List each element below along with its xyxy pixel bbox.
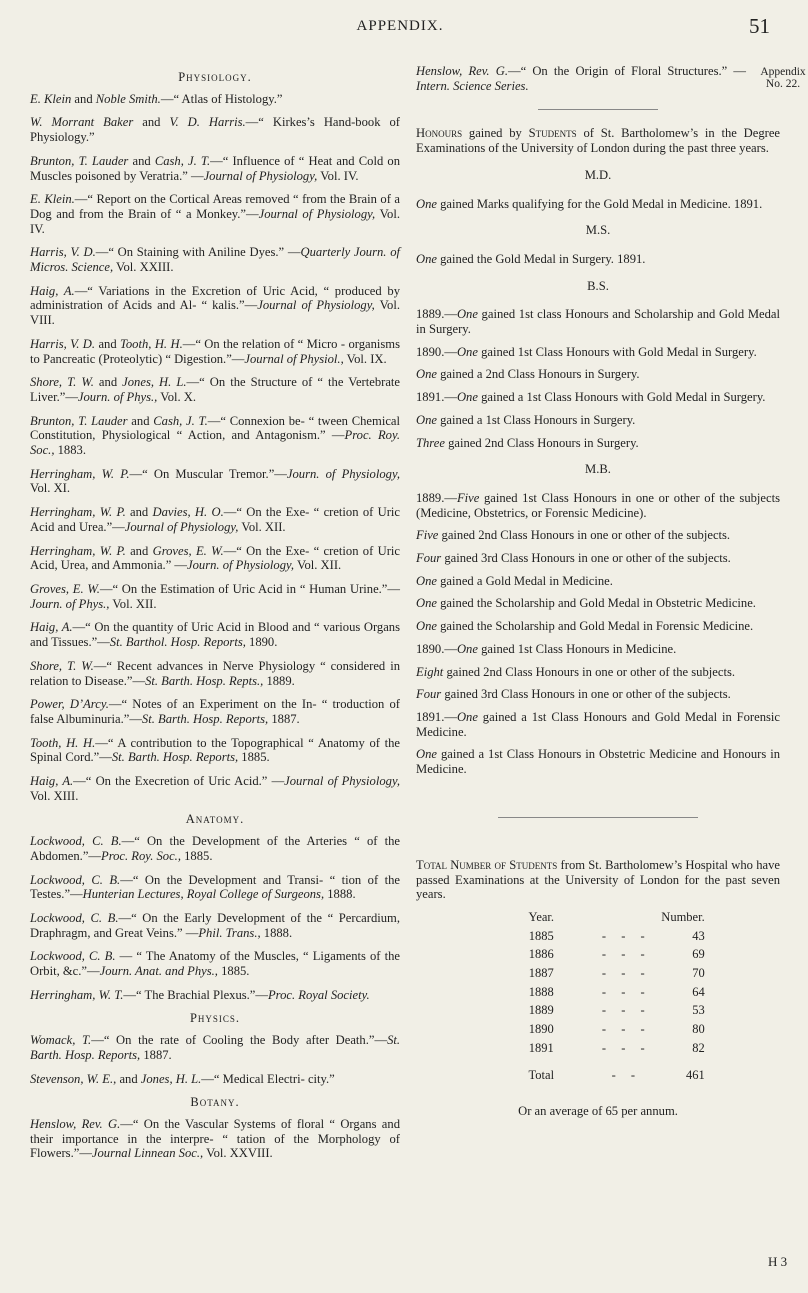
entry-connector: , and bbox=[113, 1071, 141, 1086]
mb-heading: M.B. bbox=[585, 462, 611, 477]
entry-journal: Proc. Roy. Soc., bbox=[30, 428, 401, 458]
table-row bbox=[491, 1003, 704, 1022]
honours-count: Eight bbox=[416, 664, 444, 679]
entry-journal: St. Barthol. Hosp. Reports, bbox=[109, 635, 246, 650]
entry-end: Vol. XI. bbox=[30, 481, 71, 496]
honours-year: 1891.— bbox=[416, 709, 457, 724]
entry-title: —“ Recent advances in Nerve Physiology “ considered in relation to Disease.”— bbox=[30, 658, 400, 688]
entry-journal: Proc. Roy. Soc., bbox=[101, 848, 181, 863]
year-cell: 1891 bbox=[528, 1040, 554, 1055]
ms-detail: gained the Gold Medal in Surgery. 1891. bbox=[436, 251, 646, 266]
entry-title: —“ A contribution to the Topographical “ Anatomy of the Spinal Cord.”— bbox=[30, 735, 401, 765]
entry-journal: Journal of Physiology, bbox=[257, 298, 375, 313]
entry-author: Henslow, Rev. G. bbox=[30, 1116, 121, 1131]
entry-journal: Journal of Physiology, bbox=[124, 519, 239, 534]
entry-title: — “ The Anatomy of the Muscles, “ Ligaments of the Orbit, &c.”— bbox=[30, 949, 400, 979]
entry-author: Haig, A. bbox=[30, 283, 75, 298]
honours-detail: gained a 1st Class Honours with Gold Medal in Surgery. bbox=[477, 390, 766, 405]
honours-count: Five bbox=[456, 490, 480, 505]
intro-smallcaps-2: Students bbox=[528, 126, 577, 141]
honours-count: One bbox=[456, 344, 478, 359]
honours-detail: gained a 1st Class Honours and Gold Medal in Forensic Medicine. bbox=[416, 709, 780, 739]
total-dots: - - bbox=[611, 1067, 642, 1082]
entry-coauthor: Cash, J. T. bbox=[154, 153, 211, 168]
entry-title: —“ Kirkes’s Hand-book of Physiology.” bbox=[30, 115, 400, 145]
entry-end: Vol. XIII. bbox=[30, 788, 79, 803]
md-heading: M.D. bbox=[584, 167, 612, 182]
honours-detail: gained a 2nd Class Honours in Surgery. bbox=[436, 367, 640, 382]
honours-detail: gained the Scholarship and Gold Medal in Forensic Medicine. bbox=[436, 619, 754, 634]
entry-coauthor: Groves, E. W. bbox=[152, 543, 224, 558]
honours-year: 1889.— bbox=[416, 490, 457, 505]
entry-author: Haig, A. bbox=[30, 620, 73, 635]
bibliography-entry bbox=[30, 774, 400, 803]
entry-end: Vol. XXVIII. bbox=[203, 1146, 273, 1161]
entry-end: 1885. bbox=[180, 848, 213, 863]
entry-journal: Journal of Physiology, bbox=[203, 168, 318, 183]
bibliography-entry bbox=[30, 949, 400, 978]
entry-title: —“ On the Exe- “ cretion of Uric Acid, Urea, and Ammonia.” — bbox=[30, 543, 400, 573]
entry-title: —“ On the Execretion of Uric Acid.” — bbox=[73, 774, 285, 789]
honours-item bbox=[416, 665, 780, 680]
honours-item bbox=[416, 345, 780, 360]
honours-item bbox=[416, 619, 780, 634]
bibliography-entry bbox=[416, 64, 746, 93]
entry-title: —“ On the relation of “ Micro - organisms to Pancreatic (Proteolytic) “ Digestion.”— bbox=[30, 336, 400, 366]
entry-title: —“ On the Exe- “ cretion of Uric Acid and Urea.”— bbox=[30, 505, 400, 534]
entry-end: 1889. bbox=[263, 673, 295, 688]
honours-count: Three bbox=[416, 435, 445, 450]
entry-author: Henslow, Rev. G. bbox=[416, 64, 508, 78]
entry-connector: and bbox=[71, 91, 96, 106]
running-title: APPENDIX. bbox=[356, 18, 444, 34]
number-cell: 43 bbox=[692, 928, 705, 943]
entry-author: Herringham, W. T. bbox=[30, 987, 124, 1002]
honours-item bbox=[416, 710, 780, 739]
table-header-row bbox=[491, 910, 704, 929]
totals-table bbox=[491, 910, 704, 1086]
entry-author: Harris, V. D. bbox=[30, 245, 96, 260]
entry-title: —“ Report on the Cortical Areas removed “ from the Brain of a Dog and from the Brain of “ a Monkey.”— bbox=[30, 192, 400, 221]
honours-count: One bbox=[456, 390, 478, 405]
honours-detail: gained 3rd Class Honours in one or other of the subjects. bbox=[441, 551, 731, 566]
number-cell: 80 bbox=[692, 1022, 705, 1037]
entry-end: 1887. bbox=[140, 1047, 172, 1062]
bibliography-entry bbox=[30, 834, 400, 863]
honours-item bbox=[416, 747, 780, 776]
bibliography-entry bbox=[30, 467, 400, 496]
honours-count: Five bbox=[416, 528, 439, 543]
entry-title: —“ Influence of “ Heat and Cold on Muscles poisoned by Veratria.” — bbox=[30, 153, 400, 183]
honours-year: 1890.— bbox=[416, 641, 457, 656]
honours-count: Four bbox=[416, 687, 442, 702]
honours-detail: gained a Gold Medal in Medicine. bbox=[436, 573, 613, 588]
table-row bbox=[491, 1022, 704, 1041]
entry-title: —“ On Staining with Aniline Dyes.” — bbox=[95, 245, 301, 260]
page-header bbox=[0, 12, 800, 36]
bibliography-entry bbox=[30, 988, 400, 1003]
bibliography-entry bbox=[30, 154, 400, 183]
md-detail: gained Marks qualifying for the Gold Medal in Medicine. 1891. bbox=[436, 196, 763, 211]
entry-journal: St. Barth. Hosp. Reports, bbox=[141, 711, 269, 726]
page-number: 51 bbox=[749, 14, 770, 38]
left-column bbox=[30, 64, 400, 1170]
entry-end: 1888. bbox=[260, 925, 293, 940]
entry-journal: Intern. Science Series. bbox=[416, 78, 529, 93]
year-cell: 1890 bbox=[528, 1022, 554, 1037]
header-spacer bbox=[591, 910, 661, 929]
entry-end: Vol. IV. bbox=[317, 168, 359, 183]
entry-journal: Journ. Anat. and Phys., bbox=[99, 964, 218, 979]
total-intro-text: from St. Bartholomew’s Hospital who have passed Examinations at the University of London for the past seven years. bbox=[416, 857, 780, 902]
entry-author: W. Morrant Baker bbox=[30, 115, 134, 130]
table-row bbox=[491, 985, 704, 1004]
entry-author: E. Klein bbox=[30, 91, 72, 106]
bibliography-entry bbox=[30, 92, 400, 107]
bibliography-entry bbox=[30, 375, 400, 404]
botany-list bbox=[30, 1117, 400, 1161]
entry-title: —“ On the Origin of Floral Structures.” — bbox=[507, 64, 746, 78]
entry-journal: St. Barth. Hosp. Reports, bbox=[111, 750, 239, 765]
year-cell: 1886 bbox=[528, 947, 554, 962]
bibliography-entry bbox=[30, 620, 400, 649]
honours-year: 1890.— bbox=[416, 344, 457, 359]
bibliography-entry bbox=[30, 245, 400, 274]
signature-mark: H 3 bbox=[768, 1254, 788, 1269]
entry-end: Vol. XII. bbox=[109, 596, 157, 611]
honours-item bbox=[416, 551, 780, 566]
entry-title: —“ Atlas of Histology.” bbox=[160, 91, 283, 106]
entry-coauthor: Jones, H. L. bbox=[140, 1071, 202, 1086]
entry-title: —“ Variations in the Excretion of Uric Acid, “ produced by administration of Acids and Al- “ kalis.”— bbox=[30, 283, 400, 313]
section-heading-physics: Physics. bbox=[189, 1011, 241, 1026]
honours-item bbox=[416, 528, 780, 543]
entry-author: Tooth, H. H. bbox=[30, 735, 96, 750]
entry-end: 1885. bbox=[217, 964, 250, 979]
year-cell: 1887 bbox=[528, 966, 554, 981]
entry-author: Groves, E. W. bbox=[30, 581, 100, 596]
honours-count: One bbox=[456, 709, 478, 724]
entry-end: Vol. XXIII. bbox=[113, 260, 174, 275]
dots-cell: - - - bbox=[601, 984, 651, 999]
bs-list bbox=[416, 307, 780, 450]
honours-item bbox=[416, 687, 780, 702]
entry-end: 1885. bbox=[238, 750, 270, 765]
entry-end: Vol. IX. bbox=[343, 351, 387, 366]
ms-text bbox=[416, 252, 780, 267]
honours-item bbox=[416, 367, 780, 382]
honours-detail: gained 2nd Class Honours in one or other of the subjects. bbox=[438, 528, 731, 543]
bibliography-entry bbox=[30, 115, 400, 144]
entry-coauthor: Jones, H. L. bbox=[122, 375, 187, 390]
appendix-number: No. 22. bbox=[765, 78, 801, 90]
entry-title: —“ On the Development and Transi- “ tion of the Testes.”— bbox=[30, 872, 400, 902]
honours-item bbox=[416, 436, 780, 451]
honours-detail: gained 2nd Class Honours in one or other of the subjects. bbox=[443, 664, 736, 679]
anatomy-list bbox=[30, 834, 400, 1002]
entry-journal: Journal of Physiology, bbox=[258, 206, 376, 221]
bibliography-entry bbox=[30, 582, 400, 611]
bs-heading: B.S. bbox=[587, 278, 609, 293]
entry-journal: Quarterly Journ. of Micros. Science, bbox=[30, 245, 401, 275]
entry-end: Vol. X. bbox=[157, 389, 197, 404]
entry-author: Shore, T. W. bbox=[30, 658, 94, 673]
entry-connector: and bbox=[125, 505, 153, 520]
number-cell: 53 bbox=[692, 1003, 705, 1018]
entry-journal: St. Barth. Hosp. Reports, bbox=[30, 1033, 401, 1062]
entry-author: Womack, T. bbox=[30, 1033, 92, 1048]
bibliography-entry bbox=[30, 1033, 400, 1062]
honours-detail: gained 1st Class Honours in one or other of the subjects (Medicine, Obstetrics, or Forensic Medicine). bbox=[416, 490, 780, 520]
table-row bbox=[491, 929, 704, 948]
honours-intro bbox=[416, 126, 780, 155]
bibliography-entry bbox=[30, 697, 400, 726]
bibliography-entry bbox=[30, 1117, 400, 1161]
entry-coauthor: Davies, H. O. bbox=[152, 505, 224, 520]
bibliography-entry bbox=[30, 736, 400, 765]
honours-item bbox=[416, 642, 780, 657]
section-heading-botany: Botany. bbox=[190, 1095, 240, 1110]
intro-smallcaps: Honours bbox=[416, 126, 463, 141]
column-header-number: Number. bbox=[661, 909, 705, 924]
honours-detail: gained 1st Class Honours in Medicine. bbox=[477, 641, 677, 656]
total-value: 461 bbox=[685, 1067, 705, 1082]
entry-connector: and bbox=[95, 336, 121, 351]
entry-journal: Journ. of Phys., bbox=[30, 596, 110, 611]
bibliography-entry bbox=[30, 911, 400, 940]
honours-detail: gained the Scholarship and Gold Medal in Obstetric Medicine. bbox=[436, 596, 756, 611]
honours-item bbox=[416, 390, 780, 405]
entry-author: Brunton, T. Lauder bbox=[30, 413, 128, 428]
dots-cell: - - - bbox=[601, 928, 651, 943]
entry-title: —“ On the Structure of “ the Vertebrate Liver.”— bbox=[30, 375, 401, 404]
ms-heading: M.S. bbox=[585, 223, 611, 238]
entry-journal: Journ. of Physiology, bbox=[187, 558, 295, 573]
entry-coauthor: Noble Smith. bbox=[95, 91, 161, 106]
honours-count: One bbox=[416, 573, 437, 588]
entry-end: 1887. bbox=[268, 711, 300, 726]
honours-count: Four bbox=[416, 551, 442, 566]
md-count: One bbox=[416, 196, 437, 211]
entry-title: —“ On the Early Development of the “ Percardium, Draphragm, and Great Veins.” — bbox=[30, 910, 400, 940]
total-label: Total bbox=[528, 1067, 555, 1082]
number-cell: 70 bbox=[692, 966, 705, 981]
entry-connector: and bbox=[128, 153, 155, 168]
table-row bbox=[491, 947, 704, 966]
entry-title: —“ Medical Electri- city.” bbox=[201, 1071, 335, 1086]
entry-author: Shore, T. W. bbox=[30, 375, 94, 390]
entry-coauthor: V. D. Harris. bbox=[169, 115, 246, 130]
entry-end: Vol. XII. bbox=[294, 558, 342, 573]
entry-journal: Phil. Trans., bbox=[198, 925, 261, 940]
entry-author: Herringham, W. P. bbox=[30, 505, 126, 520]
entry-end: 1890. bbox=[245, 635, 278, 650]
entry-author: Herringham, W. P. bbox=[30, 466, 130, 481]
entry-journal: Hunterian Lectures, Royal College of Surgeons, bbox=[82, 887, 325, 902]
total-intro bbox=[416, 858, 780, 902]
divider-2 bbox=[498, 817, 698, 818]
number-cell: 69 bbox=[692, 947, 705, 962]
honours-count: One bbox=[416, 412, 437, 427]
divider bbox=[538, 109, 658, 110]
entry-author: Haig, A. bbox=[30, 774, 74, 789]
honours-count: One bbox=[416, 747, 437, 762]
bibliography-entry bbox=[30, 544, 400, 573]
ms-count: One bbox=[416, 251, 437, 266]
bibliography-entry bbox=[30, 505, 400, 534]
entry-coauthor: Cash, J. T. bbox=[153, 413, 208, 428]
dots-cell: - - - bbox=[601, 1040, 651, 1055]
entry-end: Vol. IV. bbox=[30, 206, 400, 236]
honours-detail: gained 2nd Class Honours in Surgery. bbox=[444, 435, 639, 450]
honours-item bbox=[416, 413, 780, 428]
physiology-list bbox=[30, 92, 400, 804]
entry-title: —“ On the rate of Cooling the Body after Death.”— bbox=[91, 1033, 388, 1048]
honours-detail: gained a 1st Class Honours in Surgery. bbox=[436, 412, 636, 427]
table-row bbox=[491, 966, 704, 985]
dots-cell: - - - bbox=[601, 947, 651, 962]
physics-list bbox=[30, 1033, 400, 1086]
honours-year: 1889.— bbox=[416, 307, 457, 322]
entry-author: Lockwood, C. B. bbox=[30, 872, 121, 887]
column-header-year: Year. bbox=[528, 909, 555, 924]
entry-end: Vol. VIII. bbox=[30, 298, 400, 328]
bibliography-entry bbox=[30, 873, 400, 902]
bibliography-entry bbox=[30, 414, 400, 458]
honours-count: One bbox=[416, 596, 437, 611]
honours-item bbox=[416, 491, 780, 520]
average-note: Or an average of 65 per annum. bbox=[518, 1104, 678, 1119]
entry-journal: Proc. Royal Society. bbox=[267, 987, 370, 1002]
dots-cell: - - - bbox=[601, 1022, 651, 1037]
bibliography-entry bbox=[30, 1072, 400, 1087]
entry-author: Brunton, T. Lauder bbox=[30, 153, 129, 168]
entry-connector: and bbox=[133, 115, 170, 130]
bibliography-entry bbox=[30, 337, 400, 366]
intro-text-end: of St. Bartholomew’s in the Degree Examinations of the University of London during the past three years. bbox=[416, 126, 780, 156]
entry-title: —“ Connexion be- “ tween Chemical Constitution, Physiological “ Action, and Antagonism.” — bbox=[30, 413, 400, 443]
section-heading-physiology: Physiology. bbox=[178, 70, 252, 84]
entry-journal: Journ. of Phys., bbox=[77, 389, 158, 404]
table-total-row bbox=[491, 1060, 704, 1087]
honours-detail: gained 3rd Class Honours in one or other of the subjects. bbox=[441, 687, 731, 702]
honours-count: One bbox=[416, 619, 437, 634]
honours-count: One bbox=[416, 367, 437, 382]
entry-author: Power, D’Arcy. bbox=[30, 697, 109, 712]
entry-title: —“ On Muscular Tremor.”— bbox=[129, 466, 287, 481]
honours-count: One bbox=[456, 641, 478, 656]
number-cell: 64 bbox=[692, 984, 705, 999]
entry-end: 1883. bbox=[54, 443, 86, 458]
entry-end: Vol. XII. bbox=[238, 519, 286, 534]
md-text bbox=[416, 197, 780, 212]
entry-journal: St. Barth. Hosp. Repts., bbox=[145, 673, 264, 688]
honours-detail: gained a 1st Class Honours in Obstetric Medicine and Honours in Medicine. bbox=[416, 747, 780, 777]
entry-author: Stevenson, W. E. bbox=[30, 1071, 114, 1086]
table-row bbox=[491, 1041, 704, 1060]
mb-list bbox=[416, 491, 780, 777]
entry-journal: Journal Linnean Soc., bbox=[91, 1146, 204, 1161]
entry-author: Harris, V. D. bbox=[30, 336, 96, 351]
entry-title: —“ The Brachial Plexus.”— bbox=[123, 987, 268, 1002]
entry-author: Lockwood, C. B. bbox=[30, 910, 119, 925]
entry-author: Herringham, W. P. bbox=[30, 543, 126, 558]
entry-journal: Journ. of Physiology, bbox=[286, 466, 400, 481]
table-body bbox=[491, 929, 704, 1060]
entry-coauthor: Tooth, H. H. bbox=[120, 336, 183, 351]
entry-end: 1888. bbox=[324, 887, 356, 902]
year-cell: 1889 bbox=[528, 1003, 554, 1018]
year-cell: 1885 bbox=[528, 928, 554, 943]
bibliography-entry bbox=[30, 284, 400, 328]
bibliography-entry bbox=[30, 192, 400, 236]
entry-title: —“ On the Development of the Arteries “ of the Abdomen.”— bbox=[30, 834, 400, 863]
honours-count: One bbox=[456, 307, 478, 322]
entry-title: —“ On the Vascular Systems of floral “ Organs and their importance in the interpre- “ tation of the Morphology of Flowers.”— bbox=[30, 1116, 400, 1161]
entry-connector: and bbox=[125, 543, 153, 558]
dots-cell: - - - bbox=[601, 1003, 651, 1018]
entry-title: —“ Notes of an Experiment on the In- “ troduction of false Albuminuria.”— bbox=[30, 697, 401, 726]
entry-journal: Journal of Physiology, bbox=[284, 774, 400, 789]
entry-author: E. Klein. bbox=[30, 192, 75, 207]
honours-item bbox=[416, 574, 780, 589]
entry-title: —“ On the Estimation of Uric Acid in “ Human Urine.”— bbox=[99, 581, 400, 596]
entry-connector: and bbox=[93, 375, 123, 390]
entry-journal: Journal of Physiol., bbox=[244, 351, 344, 366]
total-smallcaps: Total Number of Students bbox=[416, 857, 558, 872]
honours-detail: gained 1st Class Honours with Gold Medal in Surgery. bbox=[477, 344, 757, 359]
intro-text: gained by bbox=[462, 126, 529, 141]
number-cell: 82 bbox=[692, 1040, 705, 1055]
entry-author: Lockwood, C. B. bbox=[30, 834, 122, 849]
dots-cell: - - - bbox=[601, 966, 651, 981]
honours-item bbox=[416, 307, 780, 336]
section-heading-anatomy: Anatomy. bbox=[185, 812, 245, 827]
honours-year: 1891.— bbox=[416, 390, 457, 405]
bibliography-entry bbox=[30, 659, 400, 688]
entry-title: —“ On the quantity of Uric Acid in Blood and “ various Organs and Tissues.”— bbox=[30, 620, 401, 650]
right-column bbox=[416, 64, 780, 1127]
honours-detail: gained 1st class Honours and Scholarship and Gold Medal in Surgery. bbox=[416, 307, 780, 337]
entry-connector: and bbox=[127, 413, 154, 428]
entry-author: Lockwood, C. B. bbox=[30, 949, 116, 964]
honours-item bbox=[416, 596, 780, 611]
year-cell: 1888 bbox=[528, 984, 554, 999]
appendix-label: Appendix bbox=[760, 66, 806, 78]
